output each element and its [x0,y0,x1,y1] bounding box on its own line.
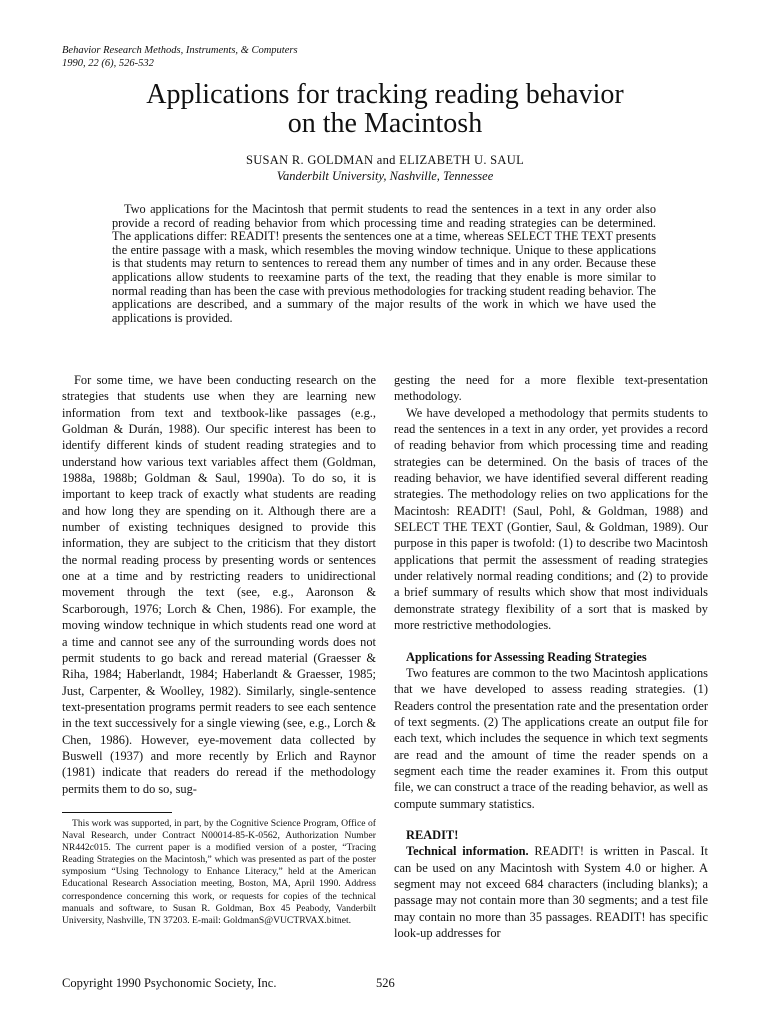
title-line-1: Applications for tracking reading behavior [146,79,624,110]
body-paragraph: For some time, we have been conducting research on the strategies that students use when they are learning new information from text and textbook-like passages (e.g., Goldman & Durán, 1988). Our specific interest has been to identify different kinds of student reading strategies and to understand how various text variables affect them (Goldman, 1988a, 1988b; Goldman & Saul, 1990a). To do so, it is important to keep track of exactly what students are reading and how long they are spending on it. Although there are a number of existing techniques designed to provide this information, they are subject to the criticism that they distort the normal reading process by presenting words or sentences one at a time and by restricting readers to unidirectional movement through the text (see, e.g., Aaronson & Scarborough, 1976; Lorch & Chen, 1986). For example, the moving window technique in which students read one word at a time and cannot see any of the surrounding words does not permit students to go back and reread material (Graesser & Riha, 1984; Haberlandt, 1984; Haberlandt & Graesser, 1985; Just, Carpenter, & Woolley, 1982). Similarly, single-sentence text-presentation programs permit readers to see each sentence in the text successively for a single viewing (see, e.g., Lorch & Chen, 1986). However, eye-movement data collected by Buswell (1937) and more recently by Erlich and Raynor (1981) indicate that readers do reread if the methodology permits them to do so, sug- [62,373,376,796]
page-number: 526 [376,976,395,990]
abstract [112,203,656,325]
copyright-notice: Copyright 1990 Psychonomic Society, Inc. [62,976,277,990]
title-line-2: on the Macintosh [287,108,483,139]
body-paragraph: Two features are common to the two Macintosh applications that we have developed to assess reading strategies. (1) Readers control the presentation rate and the presentation order of text segments. (2) The applications create an output file for each text, which includes the sequence in which text segments are read and the amount of time the reader spends on a segment each time the reader examines it. From this output file, we can construct a trace of the reading behavior, as well as compute summary statistics. [394,665,708,811]
paper-title [62,80,708,138]
section-gap [394,812,708,827]
runin-text: READIT! is written in Pascal. It can be used on any Macintosh with System 4.0 or higher. A segment may not exceed 684 characters (including blanks); a passage may not contain more than 30 segments; and a test file may contain no more than 35 passages. READIT! has specific look-up addresses for [394,844,708,940]
affiliation: Vanderbilt University, Nashville, Tennessee [276,169,494,183]
body-paragraph: gesting the need for a more flexible text-presentation methodology. [394,373,708,404]
section-gap [394,634,708,649]
runin-heading: Technical information. [406,844,529,859]
journal-volume: 1990, 22 (6), 526-532 [62,58,154,69]
abstract-text: Two applications for the Macintosh that permit students to read the sentences in a text in any order also provide a record of reading behavior from which processing time and reading strategies can be determined. The applications differ: READIT! presents the sentences one at a time, whereas SELECT THE TEXT presents the entire passage with a mask, which resembles the moving window technique. Unique to these applications is that students may return to sentences to reread them any number of times and in any order. Because these applications allow students to reexamine parts of the text, the reading that they enable is more similar to normal reading than has been the case with previous methodologies for tracking student reading behavior. The applications are described, and a summary of the major results of the work in which we have used the applications is provided. [112,202,656,325]
footnote: This work was supported, in part, by the Cognitive Science Program, Office of Naval Research, under Contract N00014-85-K-0562, Authorization Number NR442c015. The current paper is a modified version of a poster, “Tracing Reading Strategies on the Macintosh,” which was presented as part of the poster symposium “Using Technology to Enhance Literacy,” held at the American Educational Research Association meeting, Boston, MA, April 1990. Address correspondence concerning this work, or requests for copies of the technical manuals and software, to Susan R. Goldman, Box 45 Peabody, Vanderbilt University, Nashville, TN 37203. E-mail: GoldmanS@VUCTRVAX.bitnet. [62,818,376,926]
right-column [394,372,708,941]
section-heading: READIT! [406,827,459,842]
body-paragraph: We have developed a methodology that permits students to read the sentences in a text in any order, yet provides a record of reading behavior from which processing time and reading strategies can be determined. On the basis of traces of the reading behavior, we have identified several different reading strategies. The methodology relies on two applications for the Macintosh: READIT! (Saul, Pohl, & Goldman, 1988) and SELECT THE TEXT (Gontier, Saul, & Goldman, 1989). Our purpose in this paper is twofold: (1) to describe two Macintosh applications that permit the assessment of reading strategies under relatively normal reading conditions; and (2) to provide a brief summary of results which show that most individuals demonstrate strategy flexibility of a sort that is masked by more restrictive methodologies. [394,405,708,633]
authors: SUSAN R. GOLDMAN and ELIZABETH U. SAUL [245,153,525,167]
left-column [62,372,376,797]
footnote-rule [62,812,172,813]
journal-name: Behavior Research Methods, Instruments, & Computers [62,45,298,56]
journal-reference [62,44,298,70]
section-heading: Applications for Assessing Reading Strategies [406,649,647,664]
body-paragraph [394,843,708,941]
